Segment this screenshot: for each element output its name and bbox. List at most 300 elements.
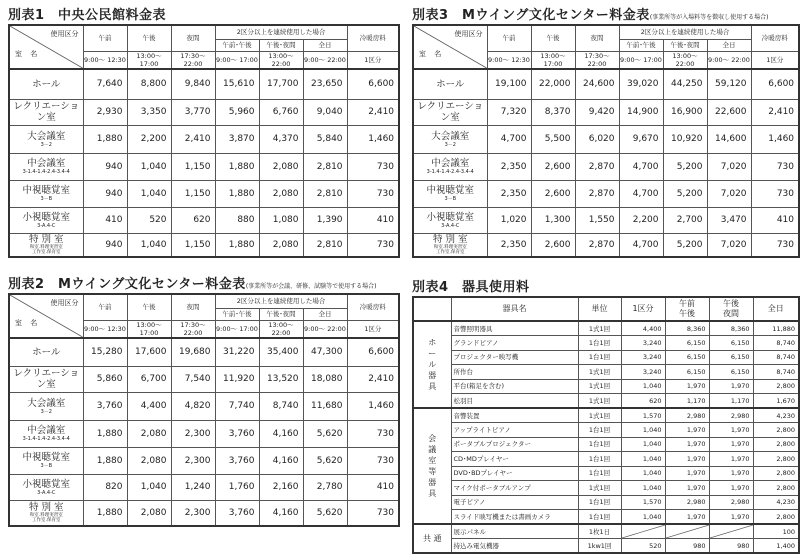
fee-cell: 14,900 [619, 99, 663, 125]
fee-cell: 940 [83, 180, 127, 207]
fee-cell: 11,880 [753, 321, 799, 336]
room-name-cell [9, 207, 83, 233]
col-morning-afternoon: 午前･午後 [215, 39, 259, 51]
fee-cell: 2,980 [709, 408, 753, 423]
fee-cell: 1,970 [665, 379, 709, 394]
fee-cell: 6,600 [347, 338, 399, 366]
fee-cell: 520 [127, 207, 171, 233]
col-aircon: 冷暖房料 [347, 25, 399, 51]
fee-cell: 9,040 [303, 99, 347, 125]
room-name-cell [9, 338, 83, 366]
fee-cell: 7,740 [215, 392, 259, 420]
table2-title-text: 別表2 Mウイング文化センター料金表 [8, 277, 246, 292]
table-row [413, 69, 799, 99]
time-full-day: 9:00～ 22:00 [303, 51, 347, 69]
fee-cell: 35,400 [259, 338, 303, 366]
category-header [413, 297, 451, 321]
equipment-unit: 1台1回 [578, 336, 621, 351]
header-corner [9, 294, 83, 338]
room-name-cell [413, 99, 487, 125]
fee-cell: 2,300 [171, 500, 215, 526]
fee-cell: 1,020 [487, 207, 531, 233]
fee-cell: 1,040 [621, 423, 665, 438]
fee-cell: 47,300 [303, 338, 347, 366]
fee-cell: 1,550 [575, 207, 619, 233]
equipment-unit: 1式1回 [578, 379, 621, 394]
fee-cell: 1,390 [303, 207, 347, 233]
fee-cell: 24,600 [575, 69, 619, 99]
fee-cell: 7,020 [707, 180, 751, 207]
fee-cell: 2,810 [303, 233, 347, 257]
fee-cell: 3,760 [215, 500, 259, 526]
room-name-cell [413, 207, 487, 233]
fee-cell: 17,700 [259, 69, 303, 99]
fee-cell: 1,040 [127, 233, 171, 257]
room-name: 中会議室 [431, 158, 470, 169]
fee-cell: 2,080 [127, 500, 171, 526]
table-row [9, 233, 399, 257]
table-row [9, 420, 399, 447]
header-corner [9, 25, 83, 69]
fee-cell: 1,670 [753, 394, 799, 409]
fee-cell: 3,760 [215, 420, 259, 447]
equipment-unit: 1式1回 [578, 394, 621, 409]
time-full-day: 9:00～ 22:00 [303, 320, 347, 338]
fee-cell: 6,150 [709, 350, 753, 365]
room-code: 和室.料理実習室 [29, 245, 63, 251]
room-code: 3－2 [444, 141, 456, 148]
room-name: 中視聴覚室 [426, 185, 474, 196]
equipment-name: マイク付ポータブルアンプ [451, 481, 578, 496]
fee-cell: 5,200 [663, 180, 707, 207]
room-name-cell [9, 180, 83, 207]
col-aircon: 冷暖房料 [347, 294, 399, 320]
room-name-cell [413, 125, 487, 153]
fee-cell: 11,680 [303, 392, 347, 420]
table4-equipment-table [412, 296, 800, 554]
equipment-name: スライド映写機または書画カメラ [451, 510, 578, 525]
fee-cell: 2,160 [259, 474, 303, 500]
room-name: 特 別 室 [28, 502, 64, 514]
room-code: 3－B [444, 196, 457, 202]
time-afternoon: 13:00～ 17:00 [127, 51, 171, 69]
table-row [9, 338, 399, 366]
fee-cell: 8,360 [665, 321, 709, 336]
time-morning-afternoon: 9:00～ 17:00 [215, 320, 259, 338]
equipment-name: 持込み電気機器 [451, 539, 578, 554]
room-code: 3-A.4-C [37, 222, 56, 229]
fee-cell: 6,150 [709, 336, 753, 351]
room-name-cell [413, 180, 487, 207]
fee-cell: 2,200 [619, 207, 663, 233]
fee-cell: 1,970 [665, 452, 709, 467]
fee-cell: 31,220 [215, 338, 259, 366]
fee-cell: 2,200 [127, 125, 171, 153]
fee-cell: 2,870 [575, 153, 619, 180]
fee-cell: 5,840 [303, 125, 347, 153]
time-morning-afternoon: 9:00～ 17:00 [215, 51, 259, 69]
fee-cell: 1,970 [709, 466, 753, 481]
room-name: 大会議室 [27, 130, 66, 142]
table-row [413, 125, 799, 153]
fee-cell: 1,970 [709, 379, 753, 394]
fee-cell: 2,980 [665, 408, 709, 423]
fee-cell: 2,800 [753, 510, 799, 525]
fee-cell: 730 [751, 180, 799, 207]
room-name: 小視聴覚室 [22, 478, 70, 490]
col-morning: 午前 [83, 25, 127, 51]
table-row [9, 69, 399, 99]
fee-cell: 730 [751, 153, 799, 180]
col-consecutive: 2区分以上を連続使用した場合 [215, 294, 347, 308]
fee-cell: 730 [347, 180, 399, 207]
equipment-unit: 1枚1日 [578, 524, 621, 539]
table-row [413, 99, 799, 125]
fee-cell: 1,970 [665, 437, 709, 452]
fee-cell: 7,020 [707, 233, 751, 257]
fee-cell: 410 [347, 474, 399, 500]
category-label: 共 通 [422, 534, 442, 543]
not-applicable-cell [665, 524, 709, 539]
time-afternoon: 13:00～ 17:00 [127, 320, 171, 338]
table-row [9, 125, 399, 153]
category-common [413, 524, 451, 553]
fee-cell: 19,680 [171, 338, 215, 366]
room-code: 3-1.4-1.4-2.4-3.4-4 [426, 169, 474, 175]
room-name: 大会議室 [431, 130, 470, 142]
fee-cell: 2,080 [259, 153, 303, 180]
table-row [413, 452, 799, 467]
room-name: 中視聴覚室 [22, 185, 70, 196]
fee-cell: 6,150 [665, 365, 709, 380]
fee-cell: 1,150 [171, 233, 215, 257]
fee-cell: 59,120 [707, 69, 751, 99]
col-an-line1: 午後 [723, 299, 739, 308]
table-row [9, 366, 399, 392]
fee-cell: 1,150 [171, 180, 215, 207]
time-afternoon-night: 13:00～ 22:00 [663, 51, 707, 69]
table-row [413, 321, 799, 336]
table-row [9, 99, 399, 125]
fee-cell: 2,350 [487, 180, 531, 207]
table-row [413, 466, 799, 481]
room-name-cell [413, 233, 487, 257]
table1-title-text: 別表1 中央公民館料金表 [8, 8, 167, 23]
col-full-day: 全日 [707, 39, 751, 51]
room-code: 和室.料理実習室 [433, 245, 467, 251]
room-name: ホール [436, 78, 465, 90]
fee-cell: 1,970 [665, 481, 709, 496]
fee-cell: 1,240 [171, 474, 215, 500]
time-morning: 9:00～ 12:30 [83, 320, 127, 338]
fee-cell: 1,880 [215, 153, 259, 180]
fee-cell: 1,170 [665, 394, 709, 409]
room-name-cell [9, 233, 83, 257]
category-hall [413, 321, 451, 408]
col-full-day: 全日 [303, 308, 347, 320]
fee-cell: 2,700 [663, 207, 707, 233]
fee-cell: 4,700 [619, 180, 663, 207]
fee-cell: 2,600 [531, 180, 575, 207]
table1-fee-table [8, 24, 400, 258]
equipment-unit: 1台1回 [578, 350, 621, 365]
fee-cell: 1,150 [171, 153, 215, 180]
fee-cell: 18,080 [303, 366, 347, 392]
table-row [9, 447, 399, 474]
fee-cell: 5,620 [303, 500, 347, 526]
equipment-unit: 1台1回 [578, 423, 621, 438]
fee-cell: 4,230 [753, 408, 799, 423]
fee-cell: 7,540 [171, 366, 215, 392]
fee-cell: 23,650 [303, 69, 347, 99]
room-code: 3-1.4-1.4-2.4-3.4-4 [22, 169, 70, 175]
fee-cell: 15,610 [215, 69, 259, 99]
table-row [413, 336, 799, 351]
room-name: 中会議室 [27, 425, 66, 436]
table-row [9, 500, 399, 526]
fee-cell: 1,040 [621, 379, 665, 394]
room-name-cell [9, 420, 83, 447]
aircon-unit: 1区分 [347, 320, 399, 338]
room-name-cell [9, 392, 83, 420]
fee-cell: 4,160 [259, 420, 303, 447]
fee-cell: 4,160 [259, 447, 303, 474]
fee-cell: 2,800 [753, 379, 799, 394]
col-night: 夜間 [171, 25, 215, 51]
table-row [413, 524, 799, 539]
col-afternoon: 午後 [127, 294, 171, 320]
fee-cell: 3,760 [215, 447, 259, 474]
fee-cell: 7,320 [487, 99, 531, 125]
room-label: 室 名 [15, 50, 41, 58]
room-name-cell [9, 500, 83, 526]
room-name: レクリエーション室 [13, 368, 80, 390]
usage-label: 使用区分 [454, 30, 483, 38]
fee-cell: 2,870 [575, 233, 619, 257]
room-name: 中会議室 [27, 158, 66, 169]
room-code: 3-A.4-C [37, 489, 56, 496]
col-night: 夜間 [171, 294, 215, 320]
fee-cell: 22,600 [707, 99, 751, 125]
table-row [413, 350, 799, 365]
room-code: 3－2 [40, 141, 52, 148]
table-row [9, 180, 399, 207]
fee-cell: 2,800 [753, 481, 799, 496]
fee-cell: 940 [83, 233, 127, 257]
fee-cell: 2,930 [83, 99, 127, 125]
room-code: 3-1.4-1.4-2.4-3.4-4 [22, 436, 70, 442]
fee-cell: 730 [347, 153, 399, 180]
table4-title-text: 別表4 器具使用料 [412, 280, 530, 295]
aircon-unit: 1区分 [347, 51, 399, 69]
fee-cell: 620 [171, 207, 215, 233]
col-afternoon: 午後 [127, 25, 171, 51]
fee-cell: 2,080 [259, 180, 303, 207]
fee-cell: 820 [83, 474, 127, 500]
usage-label: 使用区分 [50, 30, 79, 38]
fee-cell: 10,920 [663, 125, 707, 153]
room-name: レクリエーション室 [13, 101, 80, 123]
time-night: 17:30～ 22:00 [575, 51, 619, 69]
room-label: 室 名 [15, 319, 41, 327]
fee-cell: 7,640 [83, 69, 127, 99]
col-afternoon-night: 午後･夜間 [259, 308, 303, 320]
table-row [413, 207, 799, 233]
fee-cell: 1,300 [531, 207, 575, 233]
equipment-name: 所作台 [451, 365, 578, 380]
fee-cell: 410 [83, 207, 127, 233]
fee-cell: 4,400 [127, 392, 171, 420]
fee-cell: 1,970 [709, 481, 753, 496]
fee-cell: 8,370 [531, 99, 575, 125]
fee-cell: 7,020 [707, 153, 751, 180]
fee-cell: 6,150 [709, 365, 753, 380]
fee-cell: 2,980 [665, 495, 709, 510]
fee-cell: 2,810 [303, 153, 347, 180]
fee-cell: 2,800 [753, 423, 799, 438]
fee-cell: 1,080 [259, 207, 303, 233]
not-applicable-cell [709, 524, 753, 539]
fee-cell: 9,670 [619, 125, 663, 153]
fee-cell: 8,740 [753, 365, 799, 380]
room-name: 小視聴覚室 [22, 211, 70, 223]
fee-cell: 1,400 [753, 539, 799, 554]
fee-cell: 2,350 [487, 233, 531, 257]
usage-label: 使用区分 [50, 299, 79, 307]
fee-cell: 2,300 [171, 447, 215, 474]
fee-cell: 1,040 [621, 437, 665, 452]
table-row [9, 392, 399, 420]
fee-cell: 1,880 [83, 420, 127, 447]
fee-cell: 2,410 [751, 99, 799, 125]
time-morning: 9:00～ 12:30 [83, 51, 127, 69]
fee-cell: 6,150 [665, 336, 709, 351]
fee-cell: 3,240 [621, 365, 665, 380]
fee-cell: 2,080 [127, 420, 171, 447]
fee-cell: 2,800 [753, 437, 799, 452]
room-code: 和室.料理実習室 [29, 513, 63, 519]
table-row [413, 180, 799, 207]
fee-cell: 2,080 [127, 447, 171, 474]
room-code: 3-A.4-C [441, 222, 460, 229]
equipment-unit: 1式1回 [578, 481, 621, 496]
fee-cell: 2,600 [531, 233, 575, 257]
room-name-cell [413, 69, 487, 99]
fee-cell: 3,770 [171, 99, 215, 125]
fee-cell: 1,970 [665, 423, 709, 438]
fee-cell: 2,870 [575, 180, 619, 207]
fee-cell: 620 [621, 394, 665, 409]
fee-cell: 980 [665, 539, 709, 554]
fee-cell: 730 [751, 233, 799, 257]
fee-cell: 6,760 [259, 99, 303, 125]
fee-cell: 6,150 [665, 350, 709, 365]
fee-cell: 6,700 [127, 366, 171, 392]
room-name: 中視聴覚室 [22, 452, 70, 463]
table-row [413, 408, 799, 423]
fee-cell: 6,020 [575, 125, 619, 153]
equipment-name: 松羽目 [451, 394, 578, 409]
fee-cell: 4,700 [487, 125, 531, 153]
fee-cell: 6,600 [751, 69, 799, 99]
table-row [413, 510, 799, 525]
col-ma-line2: 午後 [679, 309, 695, 318]
room-name-cell [9, 366, 83, 392]
col-unit: 単位 [578, 297, 621, 321]
table-row [413, 481, 799, 496]
table3-subtitle: (事業所等が入場料等を徴収し使用する場合) [649, 14, 769, 21]
col-full-day: 全日 [753, 297, 799, 321]
fee-cell: 5,960 [215, 99, 259, 125]
room-name-cell [413, 153, 487, 180]
table2-subtitle: (事業所等が会議、研修、試験等で使用する場合) [245, 283, 377, 290]
fee-cell: 5,860 [83, 366, 127, 392]
room-code: 3－B [40, 463, 53, 469]
fee-cell: 1,970 [665, 466, 709, 481]
fee-cell: 1,970 [665, 510, 709, 525]
table2-fee-table [8, 293, 400, 527]
table2-title [8, 278, 377, 294]
fee-cell: 44,250 [663, 69, 707, 99]
table-row [413, 539, 799, 554]
time-night: 17:30～ 22:00 [171, 320, 215, 338]
fee-cell: 1,040 [621, 510, 665, 525]
fee-cell: 5,620 [303, 420, 347, 447]
fee-cell: 1,970 [709, 510, 753, 525]
equipment-name: CD･MDプレイヤー [451, 452, 578, 467]
time-morning: 9:00～ 12:30 [487, 51, 531, 69]
col-ma-line1: 午前 [679, 299, 695, 308]
table-row [9, 207, 399, 233]
fee-cell: 2,980 [709, 495, 753, 510]
fee-cell: 3,350 [127, 99, 171, 125]
table3-fee-table [412, 24, 800, 258]
col-morning: 午前 [487, 25, 531, 51]
fee-cell: 1,970 [709, 423, 753, 438]
fee-cell: 100 [753, 524, 799, 539]
fee-cell: 730 [347, 233, 399, 257]
fee-cell: 8,740 [753, 336, 799, 351]
equipment-name: 音響照明器具 [451, 321, 578, 336]
fee-cell: 2,080 [259, 233, 303, 257]
fee-cell: 940 [83, 153, 127, 180]
room-name: 大会議室 [27, 397, 66, 409]
time-full-day: 9:00～ 22:00 [707, 51, 751, 69]
time-afternoon: 13:00～ 17:00 [531, 51, 575, 69]
room-name: ホール [32, 78, 61, 90]
col-morning: 午前 [83, 294, 127, 320]
fee-cell: 1,040 [621, 452, 665, 467]
fee-cell: 2,800 [753, 452, 799, 467]
table3-title [412, 9, 769, 25]
fee-cell: 17,600 [127, 338, 171, 366]
fee-cell: 19,100 [487, 69, 531, 99]
col-one-session: 1区分 [621, 297, 665, 321]
fee-cell: 1,040 [127, 474, 171, 500]
room-name-cell [9, 69, 83, 99]
fee-cell: 2,350 [487, 153, 531, 180]
fee-cell: 16,900 [663, 99, 707, 125]
fee-cell: 1,880 [83, 447, 127, 474]
room-name-cell [9, 474, 83, 500]
fee-cell: 5,500 [531, 125, 575, 153]
fee-cell: 2,410 [347, 366, 399, 392]
fee-cell: 3,870 [215, 125, 259, 153]
fee-cell: 520 [621, 539, 665, 554]
fee-cell: 1,880 [215, 180, 259, 207]
room-code-2: 工作室.保育室 [32, 250, 61, 256]
header-corner [413, 25, 487, 69]
